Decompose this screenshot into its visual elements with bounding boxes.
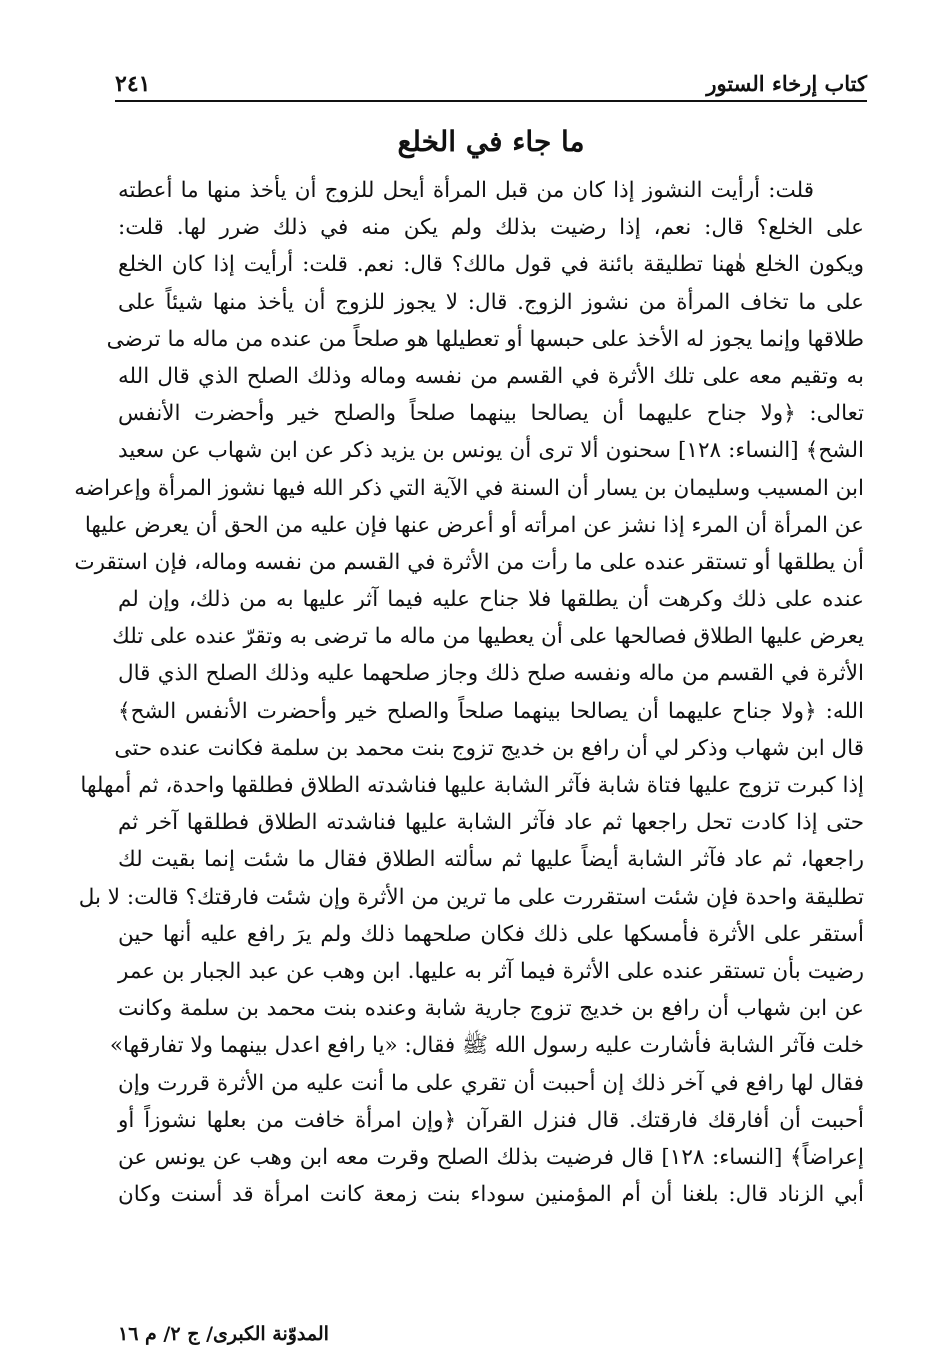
text-line: خلت فآثر الشابة فأشارت عليه رسول الله ﷺ فقال: «يا رافع اعدل بينهما ولا تفارقها» [109,1033,864,1059]
text-line: يعرض عليها الطلاق فصالحها على أن يعطيها من ماله ما ترضى به وتقرّ عنده على تلك [112,624,864,650]
body-text [74,172,864,1213]
text-line: أستقر على الأثرة فأمسكها على ذلك فكان صلحهما ذلك ولم يرَ رافع عليه أنها حين [118,921,864,947]
page-number: ٢٤١ [115,71,151,97]
text-line: تطليقة واحدة فإن شئت استقررت على ما ترين من الأثرة وإن شئت فارقتك؟ قالت: لا بل [78,884,864,910]
text-line: رضيت بأن تستقر عنده على الأثرة فيما آثر به عليها. ابن وهب عن عبد الجبار بن عمر [118,958,864,984]
footer-signature: المدوّنة الكبرى/ ج ٢/ م ١٦ [118,1323,329,1345]
text-line: قلت: أرأيت النشوز إذا كان من قبل المرأة أيحل للزوج أن يأخذ منها ما أعطته [118,178,814,203]
text-line: أبي الزناد قال: بلغنا أن أم المؤمنين سوداء بنت زمعة كانت امرأة قد أسنت وكان [118,1182,864,1208]
text-line: ويكون الخلع هٰهنا تطليقة بائنة في قول مالك؟ قال: نعم. قلت: أرأيت إذا كان الخلع [118,252,864,278]
text-line: الله: ﴿ولا جناح عليهما أن يصالحا بينهما صلحاً والصلح خير وأحضرت الأنفس الشح﴾ [118,698,864,724]
text-line: راجعها، ثم عاد فآثر الشابة أيضاً عليها ثم سألته الطلاق فقال ما شئت إنما بقيت لك [118,847,864,873]
text-line: تعالى: ﴿ولا جناح عليهما أن يصالحا بينهما صلحاً والصلح خير وأحضرت الأنفس [118,401,864,427]
text-line: ابن المسيب وسليمان بن يسار أن السنة في الآية التي ذكر الله فيها نشوز المرأة وإعراضه [74,475,864,501]
text-line: فقال لها رافع في آخر ذلك إن أحببت أن تقري على ما أنت عليه من الأثرة قررت وإن [118,1070,864,1096]
text-line: إذا كبرت تزوج عليها فتاة شابة فآثر الشابة عليها فناشدته الطلاق فطلقها واحدة، ثم أمهلها [80,773,864,798]
text-line: به وتقيم معه على تلك الأثرة في القسم من نفسه وماله وذلك الصلح الذي قال الله [118,363,864,389]
text-line: حتى إذا كادت تحل راجعها ثم عاد فآثر الشابة عليها فناشدته الطلاق فطلقها آخر ثم [118,810,864,836]
text-line: عنده على ذلك وكرهت أن يطلقها فلا جناح عليه فيما آثر عليها به من ذلك، وإن لم [118,587,864,613]
section-title: ما جاء في الخلع [397,125,585,158]
text-line: عن ابن شهاب أن رافع بن خديج تزوج جارية شابة وعنده بنت محمد بن سلمة وكانت [118,996,864,1022]
text-line: أن يطلقها أو تستقر عنده على ما رأت من الأثرة في القسم من نفسه وماله، فإن استقرت [74,549,864,575]
text-line: على الخلع؟ قال: نعم، إذا رضيت بذلك ولم يكن منه في ذلك ضرر لها. قلت: [118,215,864,241]
book-title: كتاب إرخاء الستور [706,71,867,96]
text-line: عن المرأة أن المرء إذا نشز عن امرأته أو أعرض عنها فإن عليه من الحق أن يعرض عليها [84,512,864,538]
running-header [115,70,867,102]
text-line: قال ابن شهاب وذكر لي أن رافع بن خديج تزوج بنت محمد بن سلمة فكانت عنده حتى [114,735,864,761]
text-line: على ما تخاف المرأة من نشوز الزوج. قال: لا يجوز للزوج أن يأخذ منها شيئاً على [118,289,864,315]
text-line: الشح﴾ [النساء: ١٢٨] سحنون ألا ترى أن يونس بن يزيد ذكر عن ابن شهاب عن سعيد [118,438,864,464]
text-line: إعراضاً﴾ [النساء: ١٢٨] قال فرضيت بذلك الصلح وقرت معه ابن وهب عن يونس عن [118,1144,864,1170]
text-line: الأثرة في القسم من ماله ونفسه صلح ذلك وجاز صلحهما عليه وذلك الصلح الذي قال [118,661,864,687]
text-line: طلاقها وإنما يجوز له الأخذ على حبسها أو تعطيلها هو صلحاً من عنده من ماله ما ترضى [106,326,864,352]
text-line: أحببت أن أفارقك فارقتك. قال فنزل القرآن ﴿وإن امرأة خافت من بعلها نشوزاً أو [118,1107,864,1133]
